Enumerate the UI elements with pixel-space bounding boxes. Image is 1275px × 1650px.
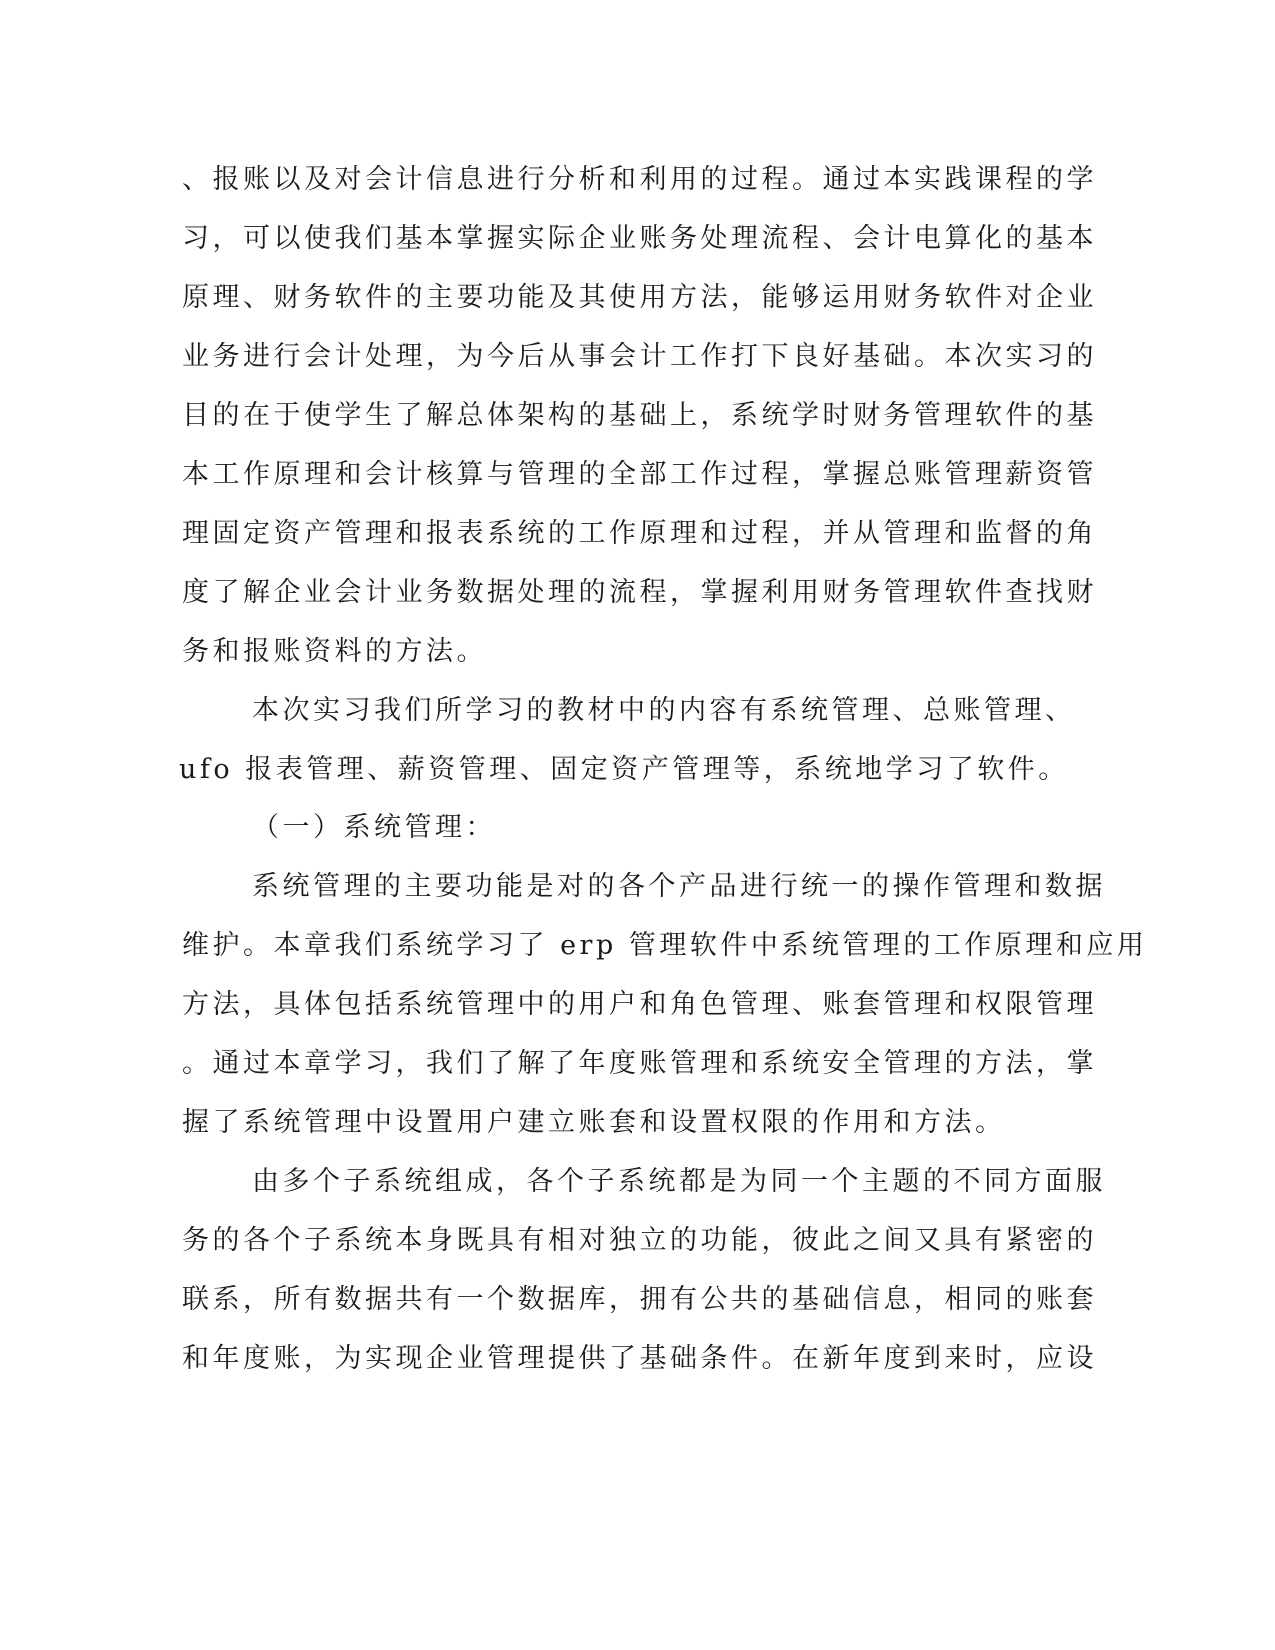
- paragraph-4-line-2: 务的各个子系统本身既具有相对独立的功能，彼此之间又具有紧密的: [182, 1225, 1097, 1256]
- text-line-6: 本工作原理和会计核算与管理的全部工作过程，掌握总账管理薪资管: [182, 459, 1097, 490]
- text-line-3: 原理、财务软件的主要功能及其使用方法，能够运用财务软件对企业: [182, 282, 1097, 313]
- paragraph-3-line-3: 方法，具体包括系统管理中的用户和角色管理、账套管理和权限管理: [182, 989, 1097, 1020]
- text-line-5: 目的在于使学生了解总体架构的基础上，系统学时财务管理软件的基: [182, 400, 1097, 431]
- text-line-8: 度了解企业会计业务数据处理的流程，掌握利用财务管理软件查找财: [182, 577, 1097, 608]
- text-line-1: 、报账以及对会计信息进行分析和利用的过程。通过本实践课程的学: [182, 164, 1097, 195]
- paragraph-3-line-2: 维护。本章我们系统学习了 erp 管理软件中系统管理的工作原理和应用: [182, 930, 1148, 961]
- text-line-9: 务和报账资料的方法。: [182, 636, 487, 667]
- text-line-4: 业务进行会计处理，为今后从事会计工作打下良好基础。本次实习的: [182, 341, 1097, 372]
- section-heading: （一）系统管理：: [252, 812, 496, 843]
- paragraph-3-line-1: 系统管理的主要功能是对的各个产品进行统一的操作管理和数据: [252, 871, 1106, 902]
- text-line-2: 习，可以使我们基本掌握实际企业账务处理流程、会计电算化的基本: [182, 223, 1097, 254]
- paragraph-4-line-3: 联系，所有数据共有一个数据库，拥有公共的基础信息，相同的账套: [182, 1284, 1097, 1315]
- text-line-7: 理固定资产管理和报表系统的工作原理和过程，并从管理和监督的角: [182, 518, 1097, 549]
- paragraph-4-line-4: 和年度账，为实现企业管理提供了基础条件。在新年度到来时，应设: [182, 1343, 1097, 1374]
- paragraph-2-line-1: 本次实习我们所学习的教材中的内容有系统管理、总账管理、: [252, 695, 1076, 726]
- paragraph-3-line-5: 握了系统管理中设置用户建立账套和设置权限的作用和方法。: [182, 1107, 1006, 1138]
- paragraph-3-line-4: 。通过本章学习，我们了解了年度账管理和系统安全管理的方法，掌: [182, 1048, 1097, 1079]
- paragraph-4-line-1: 由多个子系统组成，各个子系统都是为同一个主题的不同方面服: [252, 1166, 1106, 1197]
- paragraph-2-line-2: ufo 报表管理、薪资管理、固定资产管理等，系统地学习了软件。: [179, 754, 1069, 785]
